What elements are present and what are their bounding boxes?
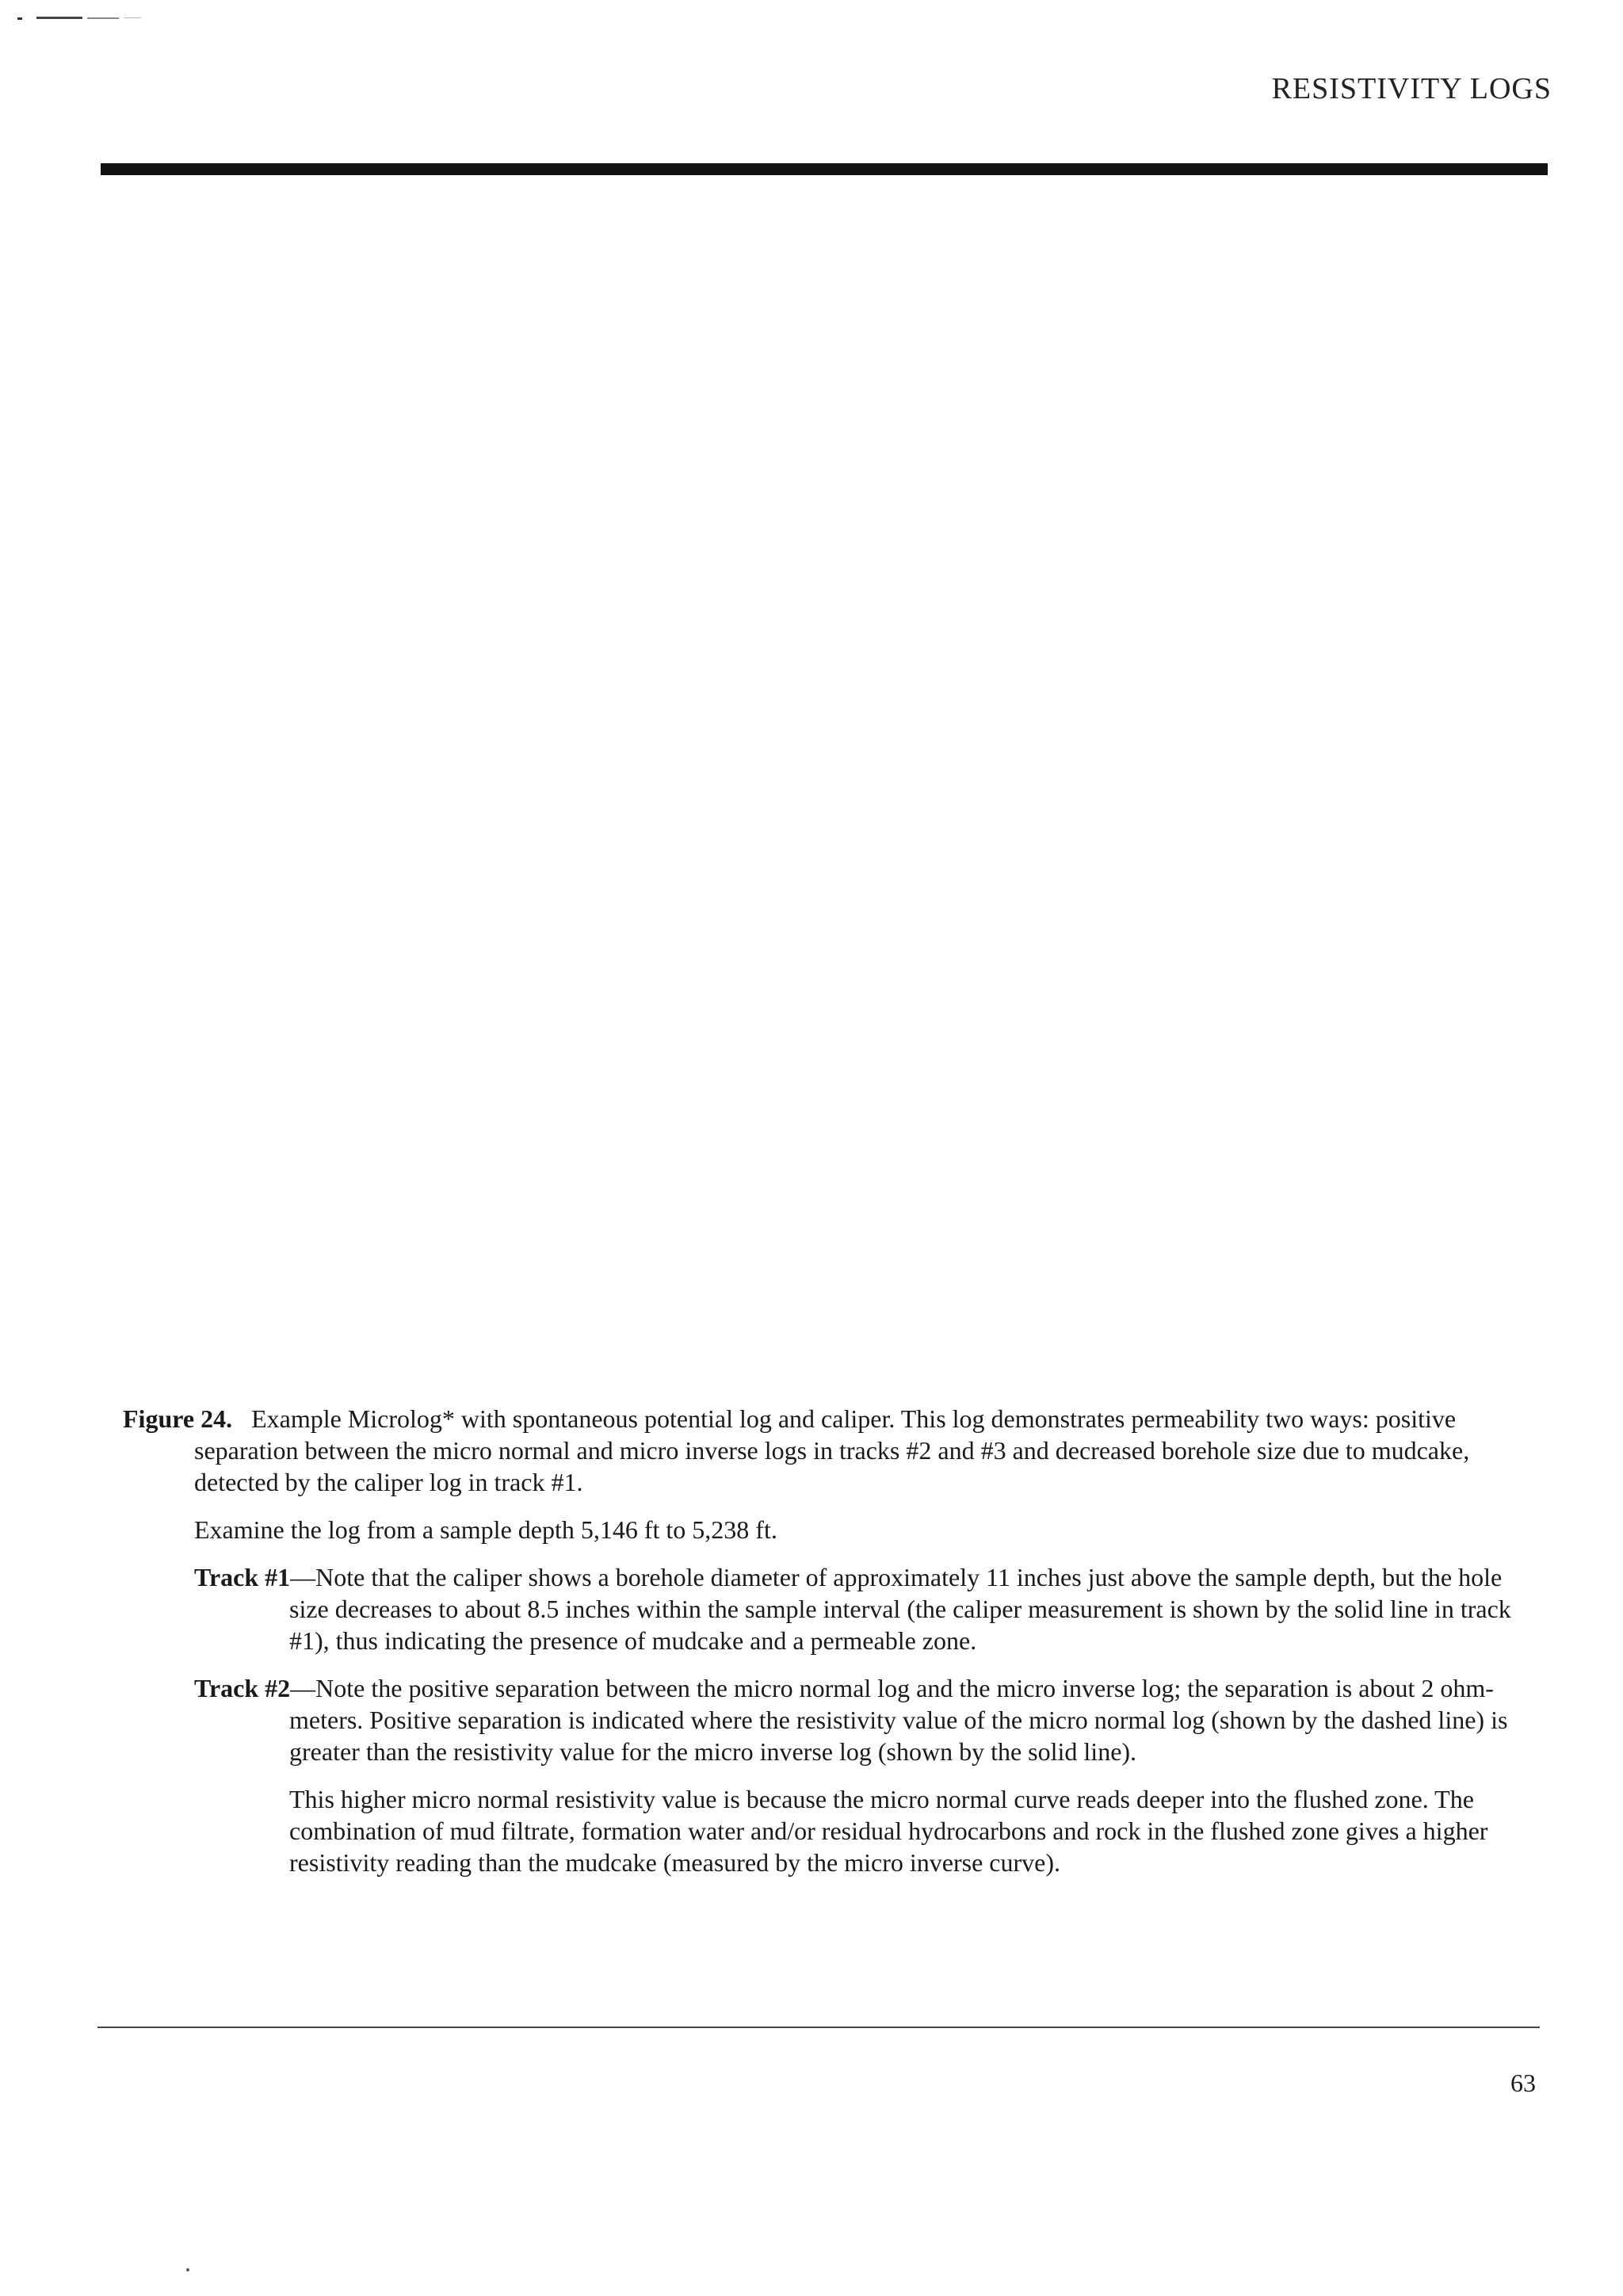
track-2-label: Track #2 [194,1674,291,1702]
track-1-paragraph [123,1561,1541,1656]
page-number: 63 [1510,2069,1536,2097]
track-2-paragraph [123,1672,1541,1767]
examine-paragraph: Examine the log from a sample depth 5,146 ft to 5,238 ft. [194,1515,777,1544]
header-rule [101,163,1548,175]
figure-caption [123,1403,1541,1878]
scan-artifact-marks [17,14,223,22]
figure-label: Figure 24. [123,1404,233,1433]
figure-area [101,190,1548,1379]
figure-description [123,1403,1541,1498]
track-2-continuation: This higher micro normal resistivity value is because the micro normal curve reads deeper into the flushed zone. The combination of mud filtrate, formation water and/or residual hydrocarbons and rock in the flushed zone gives a higher resistivity reading than the mudcake (measured by the micro inverse curve). [289,1785,1488,1877]
track-1-text: —Note that the caliper shows a borehole diameter of approximately 11 inches just above the sample depth, but the hole size decreases to about 8.5 inches within the sample interval (the caliper measurement is shown by the solid line in track #1), thus indicating the presence of mudcake and a permeable zone. [289,1563,1511,1655]
track-2-text: —Note the positive separation between the micro normal log and the micro inverse log; the separation is about 2 ohm-meters. Positive separation is indicated where the resistivity value of the micro normal log (shown by the dashed line) is greater than the resistivity value for the micro inverse log (shown by the solid line). [289,1674,1508,1766]
footer-rule [97,2027,1540,2028]
track-1-label: Track #1 [194,1563,291,1591]
running-head: RESISTIVITY LOGS [1271,72,1552,105]
figure-text: Example Microlog* with spontaneous potential log and caliper. This log demonstrates permeability two ways: positive separation between the micro normal and micro inverse logs in tracks #2 and #3 and decreased borehole size due to mudcake, detected by the caliper log in track #1. [194,1404,1470,1496]
scan-speck [186,2268,189,2271]
